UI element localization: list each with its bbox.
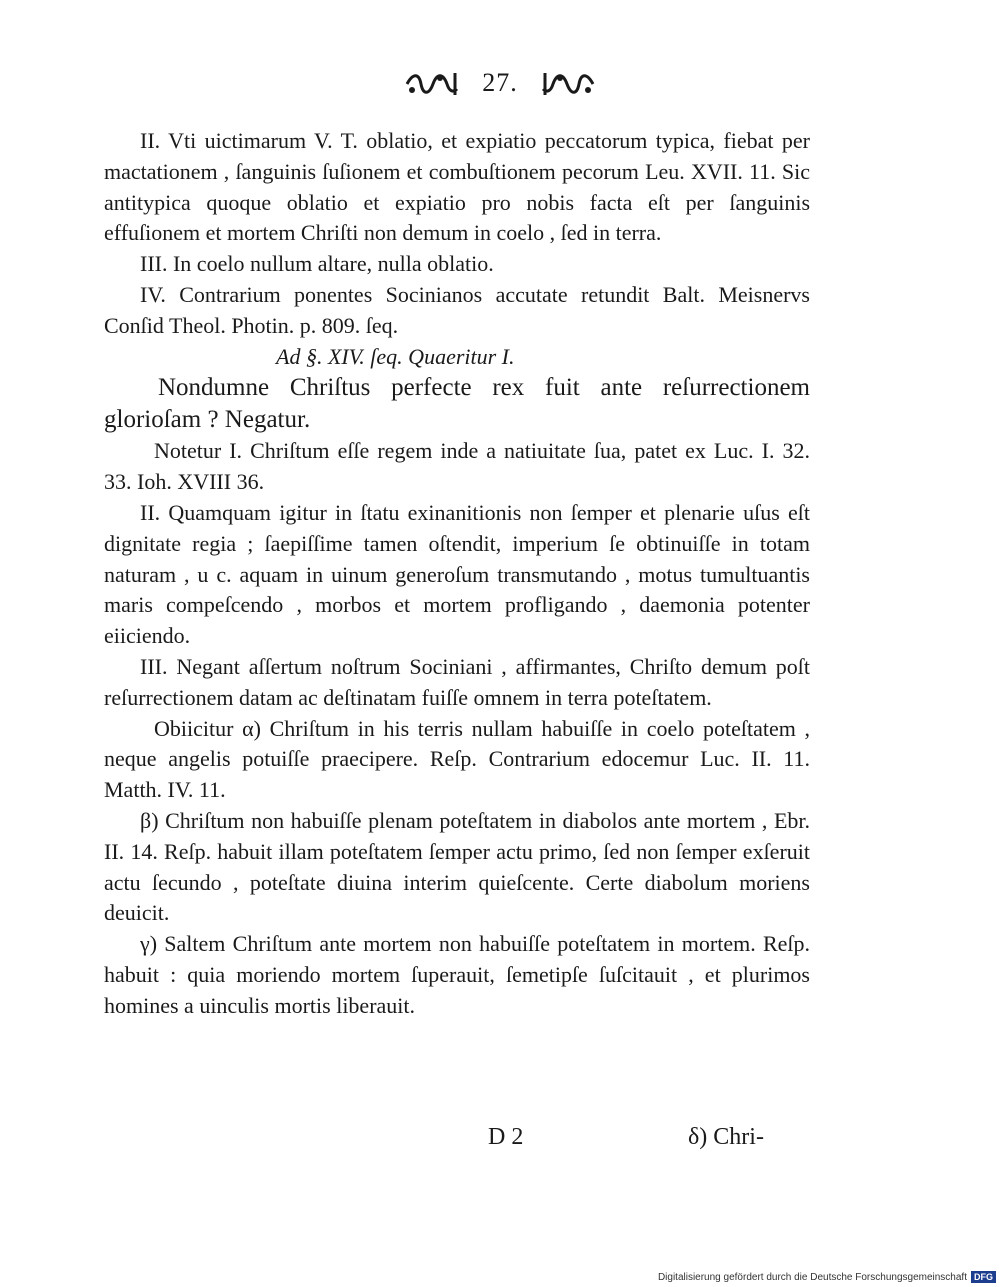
ornament-right-icon bbox=[541, 71, 597, 97]
dfg-credit bbox=[658, 1271, 996, 1283]
paragraph-gamma: γ) Saltem Chriſtum ante mortem non habuiſſe poteſtatem in mortem. Reſp. habuit : quia moriendo mortem ſuperauit, ſemetipſe ſuſcitauit , et plurimos homines a uinculis mortis liberauit. bbox=[104, 931, 810, 1018]
page-number: 27. bbox=[482, 68, 518, 97]
paragraph-iv: IV. Contrarium ponentes Socinianos accutate retundit Balt. Meisnervs Conſid Theol. Photin. p. 809. ſeq. bbox=[104, 281, 810, 338]
paragraph-notetur-iii: III. Negant aſſertum noſtrum Sociniani , affirmantes, Chriſto demum poſt reſurrectionem datam ac deſtinatam fuiſſe omnem in terra poteſtatem. bbox=[104, 653, 810, 710]
catchword: δ) Chri- bbox=[688, 1124, 764, 1150]
dfg-logo: DFG bbox=[971, 1271, 996, 1283]
ornament-left-icon bbox=[403, 71, 459, 97]
paragraph-notetur-ii: II. Quamquam igitur in ſtatu exinanitionis non ſemper et plenarie uſus eſt dignitate regia ; ſaepiſſime tamen oſtendit, imperium ſe obtinuiſſe in totam naturam , u c. aquam in uinum generoſum transmutando , motus tumultuantis maris compeſcendo , morbos et mortem profligando , daemonia potenter eiiciendo. bbox=[104, 499, 810, 649]
dfg-credit-text: Digitalisierung gefördert durch die Deutsche Forschungsgemeinschaft bbox=[657, 1271, 967, 1283]
page-header bbox=[0, 68, 1000, 98]
section-heading: Ad §. XIV. ſeq. Quaeritur I. bbox=[276, 343, 515, 369]
body-text bbox=[104, 126, 810, 1022]
question-heading: Nondumne Chriſtus perfecte rex fuit ante reſurrectionem glorioſam ? Negatur. bbox=[104, 374, 810, 434]
paragraph-iii: III. In coelo nullum altare, nulla oblatio. bbox=[140, 251, 494, 277]
paragraph-notetur: Notetur I. Chriſtum eſſe regem inde a natiuitate ſua, patet ex Luc. I. 32. 33. Ioh. XVIII 36. bbox=[104, 438, 810, 495]
paragraph-beta: β) Chriſtum non habuiſſe plenam poteſtatem in diabolos ante mortem , Ebr. II. 14. Reſp. habuit illam poteſtatem ſemper actu primo, ſed non ſemper exſeruit actu ſecundo , poteſtate diuina interim quieſcente. Certe diabolum moriens deuicit. bbox=[104, 807, 810, 926]
signature-mark: D 2 bbox=[488, 1124, 524, 1150]
paragraph-obiicitur-alpha: Obiicitur α) Chriſtum in his terris nullam habuiſſe in coelo poteſtatem , neque angelis potuiſſe praecipere. Reſp. Contrarium edocemur Luc. II. 11. Matth. IV. 11. bbox=[104, 715, 810, 803]
paragraph-ii: II. Vti uictimarum V. T. oblatio, et expiatio peccatorum typica, fiebat per mactationem , ſanguinis ſuſionem et combuſtionem pecorum Leu. XVII. 11. Sic antitypica quoque oblatio et expiatio pro nobis facta eſt per ſanguinis effuſionem et mortem Chriſti non demum in coelo , ſed in terra. bbox=[104, 128, 810, 246]
